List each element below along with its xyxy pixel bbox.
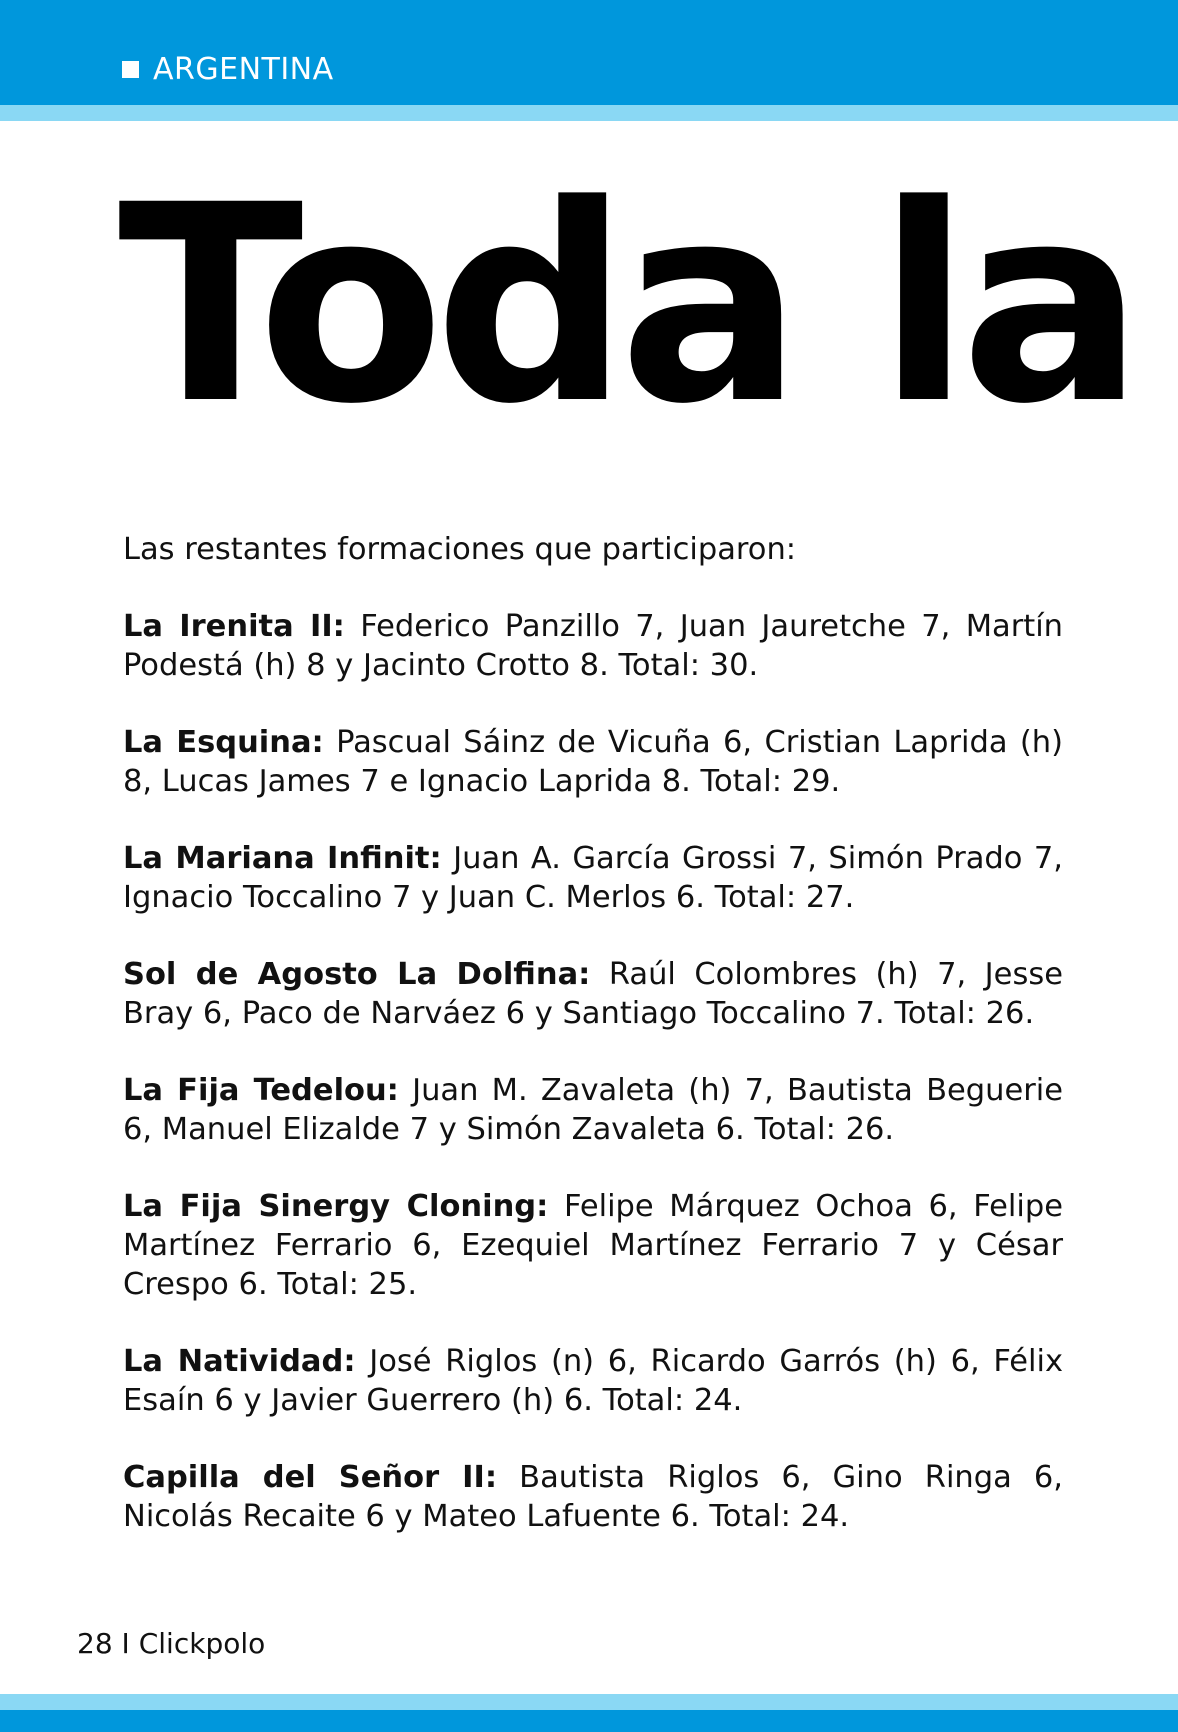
team-entry [123,723,1063,801]
page-title: Toda la [118,148,1135,464]
intro-text: Las restantes formaciones que participaron: [123,532,797,567]
footer-bar [0,1710,1178,1732]
team-players: José Riglos (n) 6, Ricardo Garrós (h) 6, Félix Esaín 6 y Javier Guerrero (h) 6. Total: 24. [123,1344,1063,1418]
team-name: La Irenita II: [123,609,345,644]
team-entry [123,1342,1063,1420]
page-number: 28 [77,1627,113,1660]
publication-name: Clickpolo [138,1627,266,1660]
team-entry [123,1458,1063,1536]
team-players: Juan A. García Grossi 7, Simón Prado 7, Ignacio Toccalino 7 y Juan C. Merlos 6. Total: 27. [123,841,1063,915]
footer-stripe [0,1694,1178,1710]
team-name: La Fija Tedelou: [123,1073,399,1108]
team-name: La Mariana Infinit: [123,841,442,876]
team-players: Juan M. Zavaleta (h) 7, Bautista Beguerie 6, Manuel Elizalde 7 y Simón Zavaleta 6. Total: 26. [123,1073,1063,1147]
team-entry [123,839,1063,917]
team-entry [123,955,1063,1033]
team-name: Capilla del Señor II: [123,1460,498,1495]
footer-separator: I [121,1627,130,1660]
team-entry [123,1187,1063,1304]
header-stripe [0,105,1178,121]
team-name: La Natividad: [123,1344,356,1379]
section-label [122,52,334,87]
section-name: ARGENTINA [153,52,334,87]
square-bullet-icon [122,61,139,78]
page-footer [77,1627,265,1660]
team-players: Federico Panzillo 7, Juan Jauretche 7, Martín Podestá (h) 8 y Jacinto Crotto 8. Total: 30. [123,609,1064,683]
team-players: Felipe Márquez Ochoa 6, Felipe Martínez Ferrario 6, Ezequiel Martínez Ferrario 7 y César Crespo 6. Total: 25. [123,1189,1063,1302]
team-entry [123,1071,1063,1149]
team-entry [123,607,1063,685]
team-name: La Fija Sinergy Cloning: [123,1189,549,1224]
team-players: Pascual Sáinz de Vicuña 6, Cristian Laprida (h) 8, Lucas James 7 e Ignacio Laprida 8. Total: 29. [123,725,1063,799]
team-name: La Esquina: [123,725,324,760]
team-players: Raúl Colombres (h) 7, Jesse Bray 6, Paco de Narváez 6 y Santiago Toccalino 7. Total: 26. [123,957,1063,1031]
team-players: Bautista Riglos 6, Gino Ringa 6, Nicolás Recaite 6 y Mateo Lafuente 6. Total: 24. [123,1460,1064,1534]
team-name: Sol de Agosto La Dolfina: [123,957,591,992]
article-body [123,530,1063,1574]
